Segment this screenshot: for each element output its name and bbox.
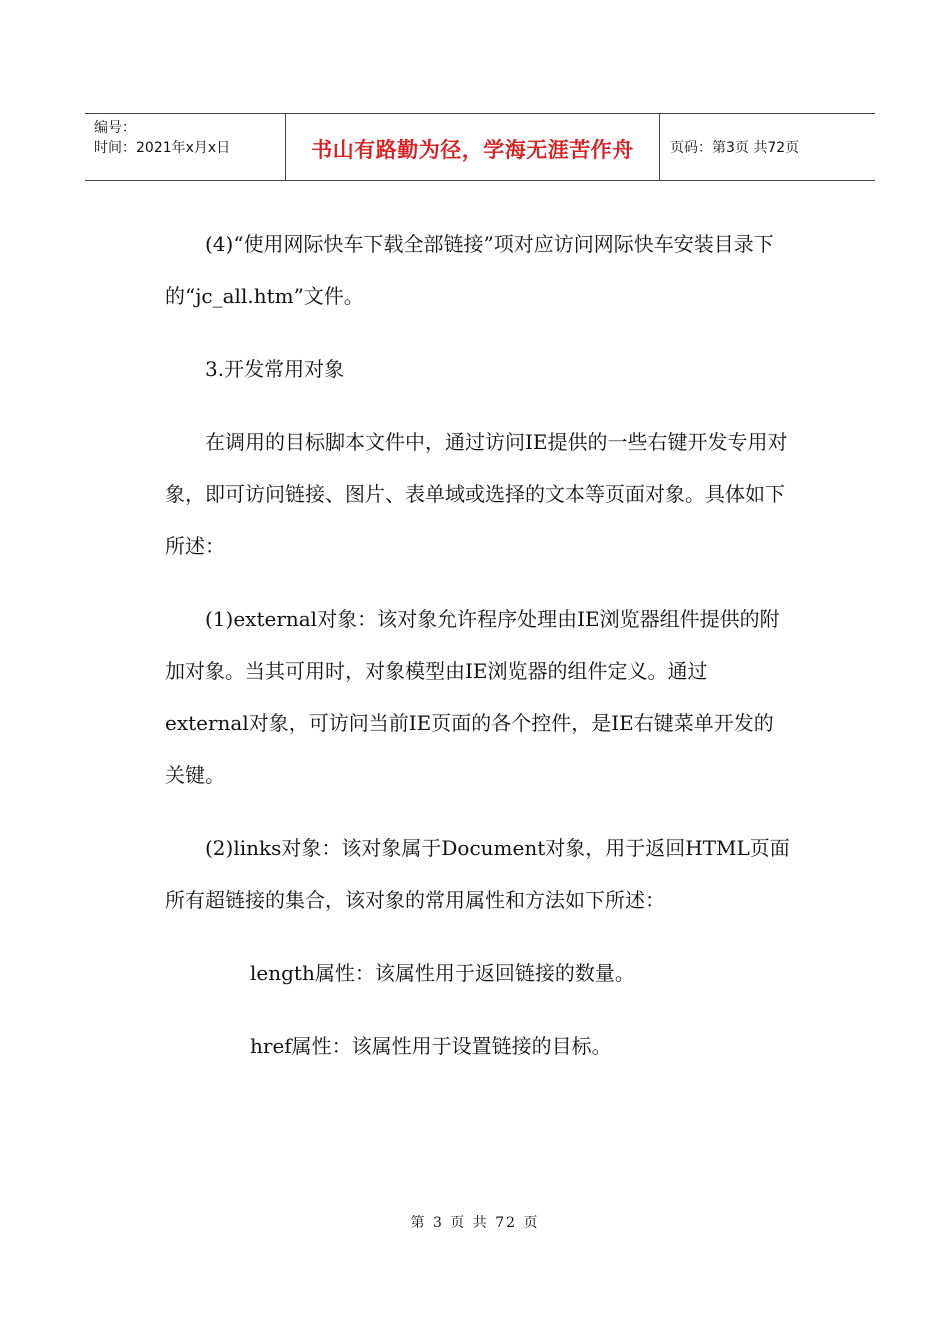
document-date: 时间：2021年x月x日	[94, 140, 231, 156]
header-page-info: 页码：第3页 共72页	[670, 140, 800, 156]
document-body	[165, 218, 790, 1093]
property-item: href属性：该属性用于设置链接的目标。	[250, 1034, 612, 1058]
paragraph: (1)external对象：该对象允许程序处理由IE浏览器组件提供的附加对象。当其可用时，对象模型由IE浏览器的组件定义。通过external对象，可访问当前IE页面的各个控件，是IE右键菜单开发的关键。	[165, 607, 780, 787]
paragraph: 在调用的目标脚本文件中，通过访问IE提供的一些右键开发专用对象，即可访问链接、图片、表单域或选择的文本等页面对象。具体如下所述：	[165, 430, 788, 558]
header-motto: 书山有路勤为径，学海无涯苦作舟	[286, 114, 660, 180]
paragraph: (4)“使用网际快车下载全部链接”项对应访问网际快车安装目录下的“jc_all.htm”文件。	[165, 232, 774, 308]
property-item: length属性：该属性用于返回链接的数量。	[250, 961, 635, 985]
header-meta	[85, 114, 286, 180]
page-footer: 第 3 页 共 72 页	[410, 1215, 540, 1231]
document-number-label: 编号：	[94, 120, 136, 136]
section-heading: 3.开发常用对象	[205, 357, 345, 381]
document-header	[85, 113, 875, 181]
paragraph: (2)links对象：该对象属于Document对象，用于返回HTML页面所有超链接的集合，该对象的常用属性和方法如下所述：	[165, 836, 790, 912]
